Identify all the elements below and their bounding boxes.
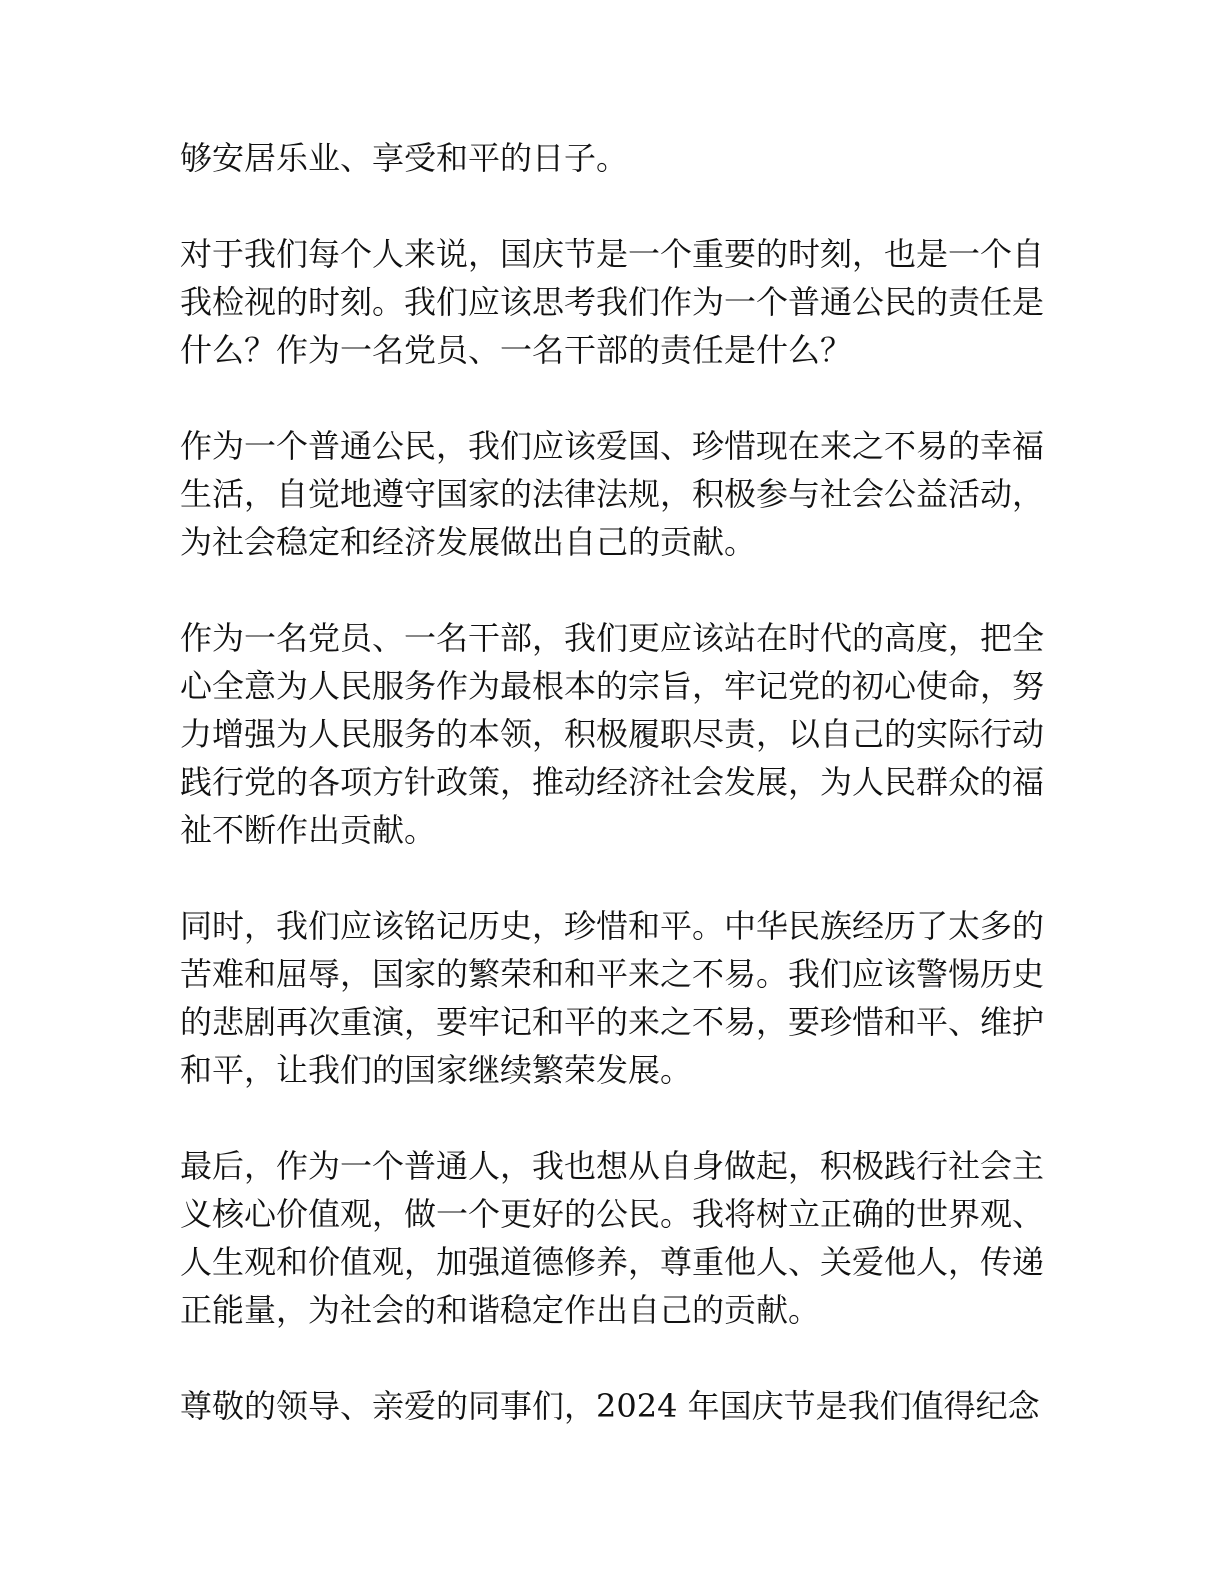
text-line: 为社会稳定和经济发展做出自己的贡献。 bbox=[180, 523, 757, 561]
document-body bbox=[180, 134, 1045, 1430]
text-line: 力增强为人民服务的本领，积极履职尽责，以自己的实际行动 bbox=[180, 715, 1045, 753]
text-line: 祉不断作出贡献。 bbox=[180, 811, 437, 849]
text-line: 同时，我们应该铭记历史，珍惜和平。中华民族经历了太多的 bbox=[180, 907, 1045, 945]
text-line: 对于我们每个人来说，国庆节是一个重要的时刻，也是一个自 bbox=[180, 235, 1045, 273]
text-line: 生活，自觉地遵守国家的法律法规，积极参与社会公益活动， bbox=[180, 475, 1045, 513]
text-line: 和平，让我们的国家继续繁荣发展。 bbox=[180, 1051, 693, 1089]
paragraph-2 bbox=[180, 230, 1045, 374]
paragraph-6 bbox=[180, 1142, 1045, 1334]
text-line: 什么？作为一名党员、一名干部的责任是什么？ bbox=[180, 331, 853, 369]
text-line: 够安居乐业、享受和平的日子。 bbox=[180, 139, 629, 177]
text-line: 义核心价值观，做一个更好的公民。我将树立正确的世界观、 bbox=[180, 1195, 1045, 1233]
text-line: 最后，作为一个普通人，我也想从自身做起，积极践行社会主 bbox=[180, 1147, 1045, 1185]
text-line: 心全意为人民服务作为最根本的宗旨，牢记党的初心使命，努 bbox=[180, 667, 1045, 705]
text-line: 作为一个普通公民，我们应该爱国、珍惜现在来之不易的幸福 bbox=[180, 427, 1045, 465]
paragraph-1 bbox=[180, 134, 1035, 182]
text-line: 的悲剧再次重演，要牢记和平的来之不易，要珍惜和平、维护 bbox=[180, 1003, 1045, 1041]
text-line: 我检视的时刻。我们应该思考我们作为一个普通公民的责任是 bbox=[180, 283, 1045, 321]
text-line: 正能量，为社会的和谐稳定作出自己的贡献。 bbox=[180, 1291, 821, 1329]
paragraph-5 bbox=[180, 902, 1045, 1094]
text-line: 苦难和屈辱，国家的繁荣和和平来之不易。我们应该警惕历史 bbox=[180, 955, 1045, 993]
paragraph-7 bbox=[180, 1382, 1040, 1430]
text-line: 践行党的各项方针政策，推动经济社会发展，为人民群众的福 bbox=[180, 763, 1045, 801]
paragraph-3 bbox=[180, 422, 1045, 566]
text-line: 尊敬的领导、亲爱的同事们，2024 年国庆节是我们值得纪念 bbox=[180, 1387, 1040, 1425]
text-line: 作为一名党员、一名干部，我们更应该站在时代的高度，把全 bbox=[180, 619, 1045, 657]
text-line: 人生观和价值观，加强道德修养，尊重他人、关爱他人，传递 bbox=[180, 1243, 1045, 1281]
paragraph-4 bbox=[180, 614, 1045, 854]
